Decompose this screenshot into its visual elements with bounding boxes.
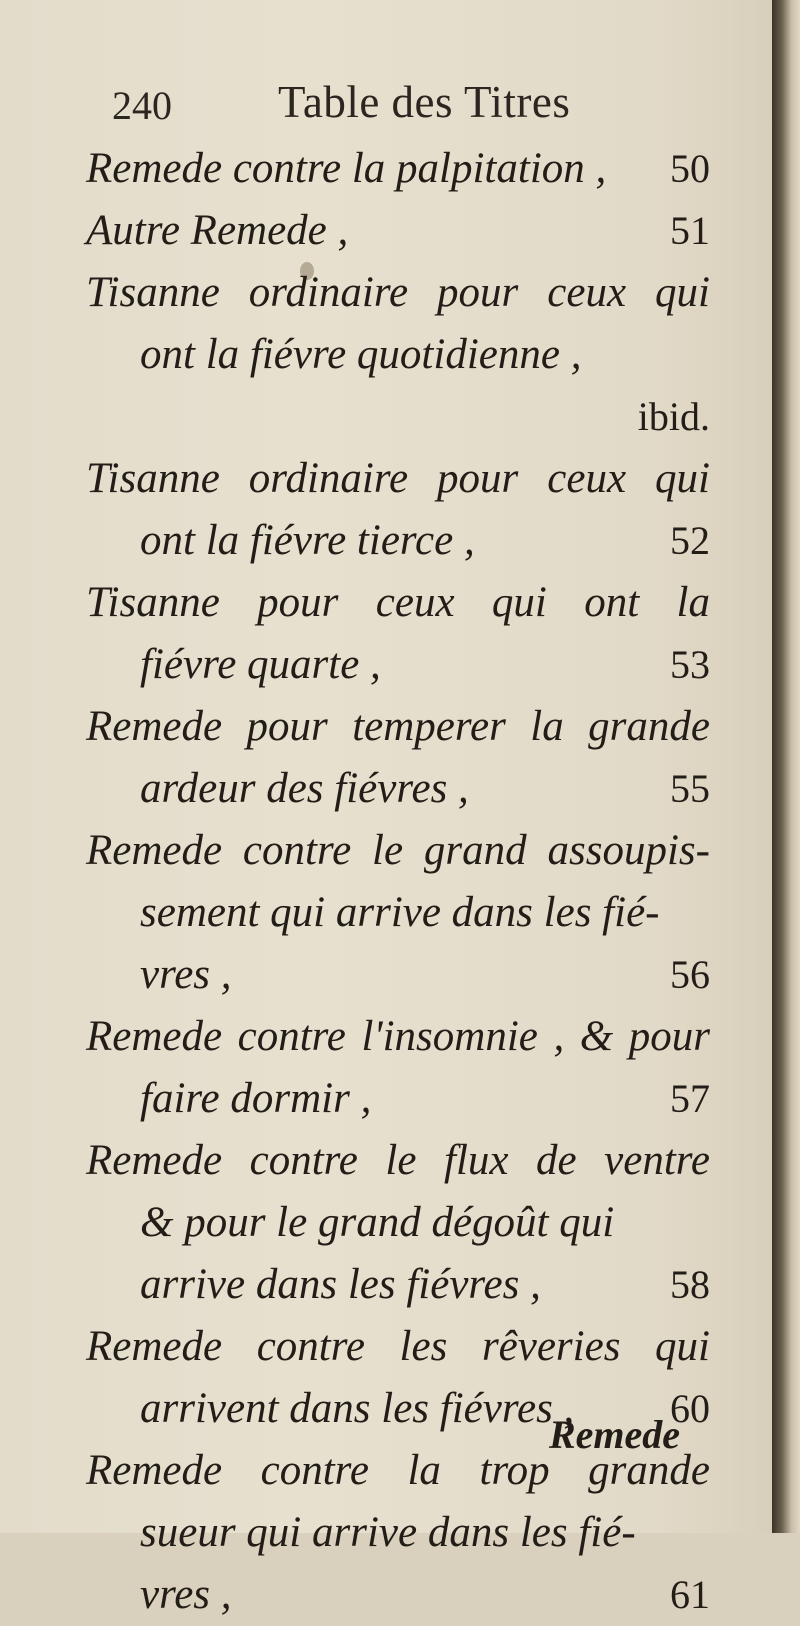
entry-page-ref: 50 [670,146,710,191]
entry-text: Autre Remede , [86,207,349,254]
entry-line [86,1564,710,1626]
entry-line: sueur qui arrive dans les fié- [140,1509,636,1556]
entry-line: Remede contre le flux de ventre [86,1137,710,1184]
toc-entry [86,820,710,1006]
toc-entry [86,1006,710,1130]
entry-line: Remede contre l'insomnie , & pour [86,1013,710,1060]
entry-line: Remede contre le grand assoupis- [86,827,710,874]
entry-text: vres , [140,951,232,998]
entry-page-ref: ibid. [637,394,710,439]
entry-text: fiévre quarte , [140,641,381,688]
entry-text: arrive dans les fiévres , [140,1261,541,1308]
entry-line [86,1068,710,1130]
entry-line [86,758,710,820]
table-of-titles [86,138,710,1626]
entry-page-ref: 55 [670,766,710,811]
toc-entry [86,696,710,820]
entry-line: Tisanne ordinaire pour ceux qui [86,455,710,502]
entry-line [86,200,710,262]
toc-entry [86,1130,710,1316]
entry-line: & pour le grand dégoût qui [140,1199,615,1246]
entry-text: arrivent dans les fiévres , [140,1385,575,1432]
entry-line: Remede contre la trop grande [86,1447,710,1494]
entry-text: vres , [140,1571,232,1618]
entry-page-ref: 60 [670,1386,710,1431]
entry-text: ardeur des fiévres , [140,765,469,812]
entry-text: ont la fiévre tierce , [140,517,475,564]
toc-entry [86,572,710,696]
entry-line: Remede pour temperer la grande [86,703,710,750]
page-header [100,76,700,132]
entry-line [86,138,710,200]
toc-entry [86,448,710,572]
entry-page-ref: 51 [670,208,710,253]
entry-page-ref: 52 [670,518,710,563]
entry-line [86,634,710,696]
entry-page-ref: 61 [670,1572,710,1617]
entry-line: sement qui arrive dans les fié- [140,889,660,936]
entry-page-ref: 57 [670,1076,710,1121]
catchword: Remede [548,1412,680,1457]
entry-page-ref: 58 [670,1262,710,1307]
entry-text: faire dormir , [140,1075,372,1122]
entry-line: Tisanne pour ceux qui ont la [86,579,710,626]
entry-text: Remede contre la palpitation , [86,145,607,192]
entry-line [86,1254,710,1316]
toc-entry [86,200,710,262]
entry-line [86,386,710,448]
entry-page-ref: 56 [670,952,710,997]
entry-line [86,944,710,1006]
book-gutter [772,0,800,1533]
entry-line [86,510,710,572]
toc-entry [86,138,710,200]
page-number: 240 [112,83,172,128]
toc-entry [86,1440,710,1626]
entry-line: Tisanne ordinaire pour ceux qui [86,269,710,316]
running-title: Table des Titres [278,77,571,127]
entry-line: ont la fiévre quotidienne , [140,331,582,378]
entry-page-ref: 53 [670,642,710,687]
entry-line: Remede contre les rêveries qui [86,1323,710,1370]
toc-entry [86,262,710,448]
